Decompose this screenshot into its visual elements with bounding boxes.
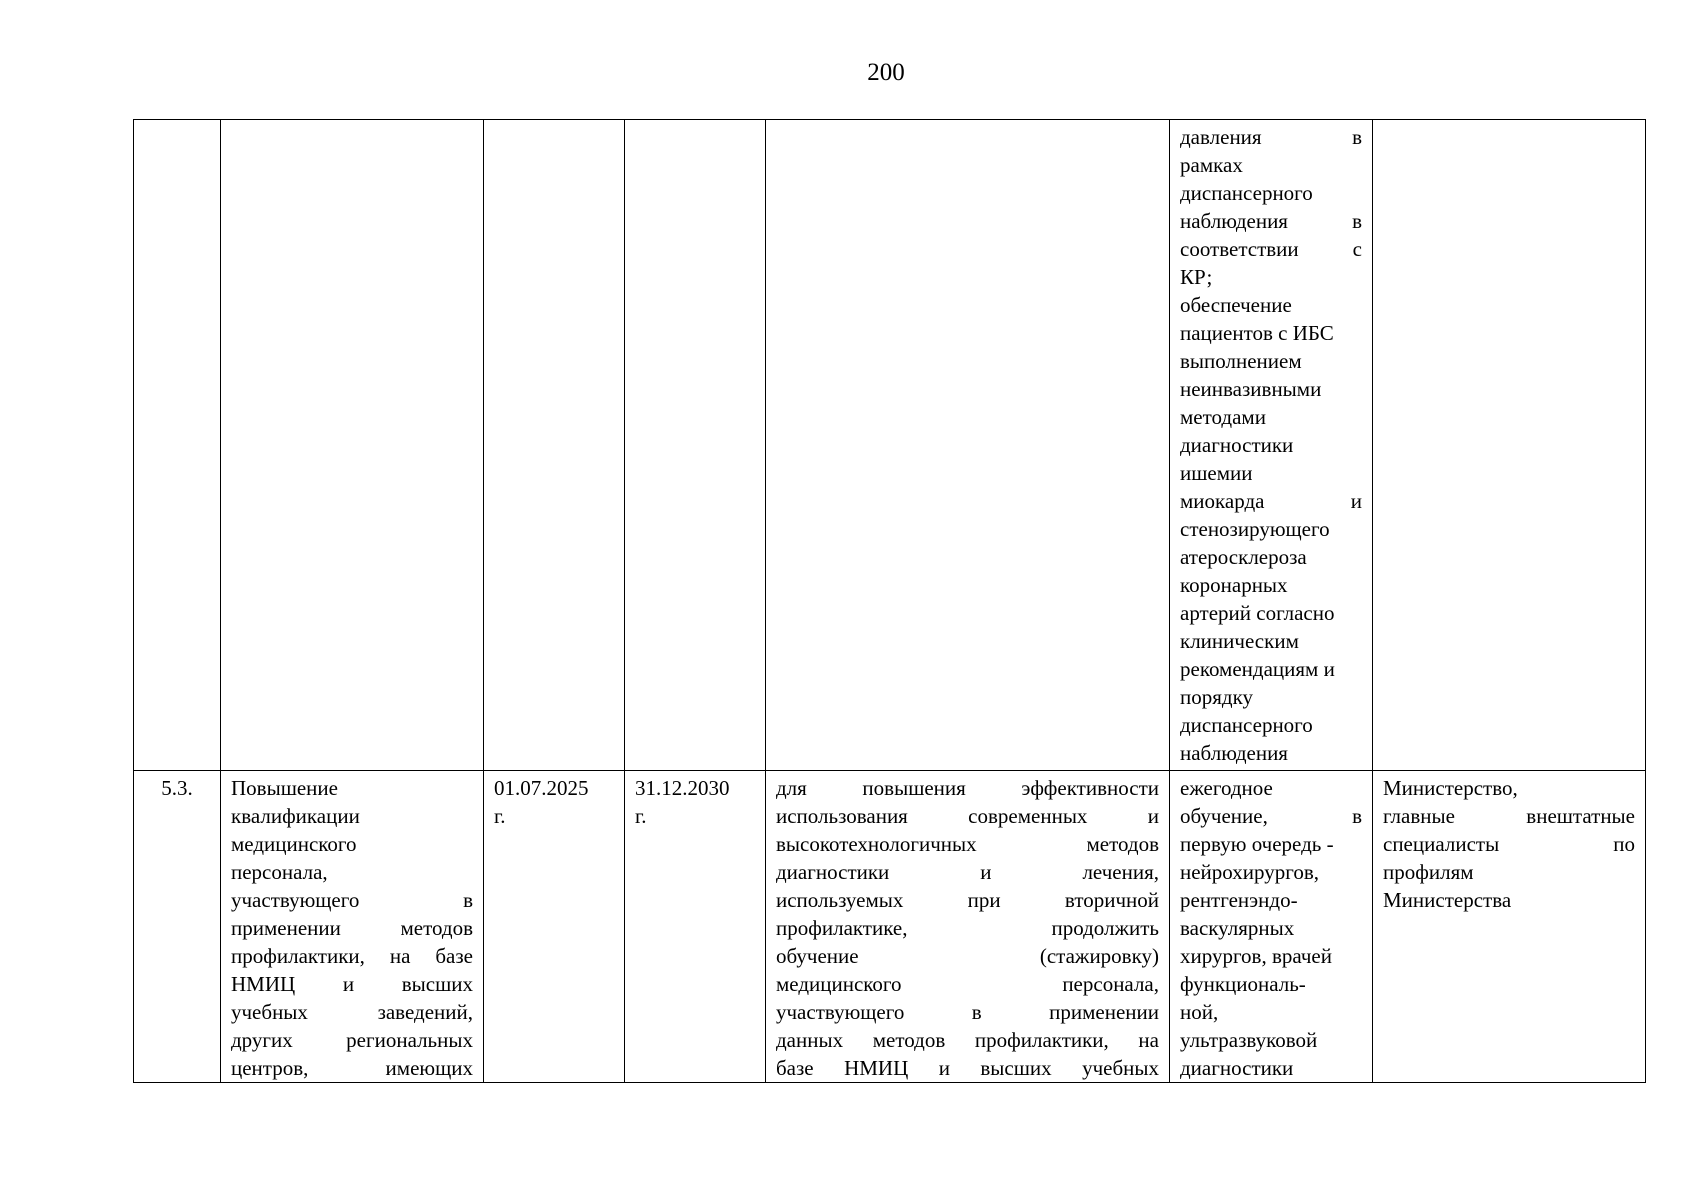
- page-number: 200: [867, 59, 905, 86]
- cell-text-line: стенозирующего: [1180, 517, 1330, 541]
- cell-text-line: ной,: [1180, 1000, 1219, 1024]
- cell-text-line: 31.12.2030: [635, 776, 730, 800]
- cell-text-line: г.: [494, 804, 506, 828]
- cell-description: [766, 120, 1170, 771]
- cell-text-line: данных методов профилактики, на: [776, 1028, 1159, 1052]
- cell-text-line: первую очередь -: [1180, 832, 1334, 856]
- cell-text-line: диспансерного: [1180, 713, 1313, 737]
- cell-responsible: [1373, 771, 1646, 1083]
- cell-text-line: диагностики: [1180, 1056, 1294, 1080]
- cell-text-line: диагностики: [1180, 433, 1294, 457]
- cell-end-date: [625, 771, 766, 1083]
- cell-text-line: учебных заведений,: [231, 1000, 473, 1024]
- cell-text-line: атеросклероза: [1180, 545, 1307, 569]
- cell-num: 5.3.: [134, 771, 221, 1083]
- cell-text-line: квалификации: [231, 804, 360, 828]
- cell-text-line: ежегодное: [1180, 776, 1273, 800]
- table-row: [134, 120, 1646, 771]
- cell-start-date: [484, 120, 625, 771]
- cell-text-line: наблюдения в: [1180, 209, 1362, 233]
- cell-text-line: профилактике, продолжить: [776, 916, 1159, 940]
- cell-text-line: давления в: [1180, 125, 1362, 149]
- cell-text-line: коронарных: [1180, 573, 1288, 597]
- cell-text-line: главные внештатные: [1383, 804, 1635, 828]
- cell-text-line: медицинского персонала,: [776, 972, 1159, 996]
- cell-text-line: других региональных: [231, 1028, 473, 1052]
- cell-text-line: функциональ-: [1180, 972, 1306, 996]
- activities-table: [133, 119, 1646, 1083]
- cell-text-line: васкулярных: [1180, 916, 1295, 940]
- cell-end-date: [625, 120, 766, 771]
- cell-text-line: диагностики и лечения,: [776, 860, 1159, 884]
- cell-text-line: рамках: [1180, 153, 1243, 177]
- cell-name: [221, 120, 484, 771]
- cell-text-line: выполнением: [1180, 349, 1302, 373]
- cell-text-line: использования современных и: [776, 804, 1159, 828]
- cell-text-line: ишемии: [1180, 461, 1253, 485]
- cell-text-line: обеспечение: [1180, 293, 1292, 317]
- cell-text-line: рентгенэндо-: [1180, 888, 1298, 912]
- cell-text-line: миокарда и: [1180, 489, 1362, 513]
- cell-text-line: клиническим: [1180, 629, 1299, 653]
- cell-text-line: Министерство,: [1383, 776, 1518, 800]
- cell-text-line: порядку: [1180, 685, 1253, 709]
- cell-responsible: [1373, 120, 1646, 771]
- cell-text-line: наблюдения: [1180, 741, 1288, 765]
- table-row: [134, 771, 1646, 1083]
- cell-text-line: рекомендациям и: [1180, 657, 1335, 681]
- cell-text-line: обучение, в: [1180, 804, 1362, 828]
- cell-text-line: диспансерного: [1180, 181, 1313, 205]
- cell-text-line: НМИЦ и высших: [231, 972, 473, 996]
- cell-text-line: неинвазивными: [1180, 377, 1322, 401]
- cell-text-line: хирургов, врачей: [1180, 944, 1332, 968]
- cell-text-line: методами: [1180, 405, 1266, 429]
- cell-result: [1170, 120, 1373, 771]
- cell-text-line: пациентов с ИБС: [1180, 321, 1334, 345]
- cell-text-line: персонала,: [231, 860, 328, 884]
- cell-description: [766, 771, 1170, 1083]
- cell-text-line: соответствии с: [1180, 237, 1362, 261]
- cell-text-line: профилям: [1383, 860, 1474, 884]
- cell-text-line: нейрохирургов,: [1180, 860, 1319, 884]
- cell-text-line: участвующего в: [231, 888, 473, 912]
- cell-text-line: профилактики, на базе: [231, 944, 473, 968]
- cell-text-line: медицинского: [231, 832, 357, 856]
- cell-text-line: артерий согласно: [1180, 601, 1335, 625]
- cell-text-line: специалисты по: [1383, 832, 1635, 856]
- cell-text-line: КР;: [1180, 265, 1213, 289]
- cell-text-line: центров, имеющих: [231, 1056, 473, 1080]
- cell-text-line: высокотехнологичных методов: [776, 832, 1159, 856]
- cell-text-line: г.: [635, 804, 647, 828]
- cell-text-line: для повышения эффективности: [776, 776, 1159, 800]
- cell-text-line: ультразвуковой: [1180, 1028, 1318, 1052]
- cell-text-line: участвующего в применении: [776, 1000, 1159, 1024]
- cell-text-line: Министерства: [1383, 888, 1512, 912]
- cell-text-line: 01.07.2025: [494, 776, 589, 800]
- cell-result: [1170, 771, 1373, 1083]
- cell-start-date: [484, 771, 625, 1083]
- cell-name: [221, 771, 484, 1083]
- cell-text-line: применении методов: [231, 916, 473, 940]
- cell-num: [134, 120, 221, 771]
- cell-text-line: используемых при вторичной: [776, 888, 1159, 912]
- cell-text-line: обучение (стажировку): [776, 944, 1159, 968]
- cell-text-line: Повышение: [231, 776, 338, 800]
- cell-text-line: базе НМИЦ и высших учебных: [776, 1056, 1159, 1080]
